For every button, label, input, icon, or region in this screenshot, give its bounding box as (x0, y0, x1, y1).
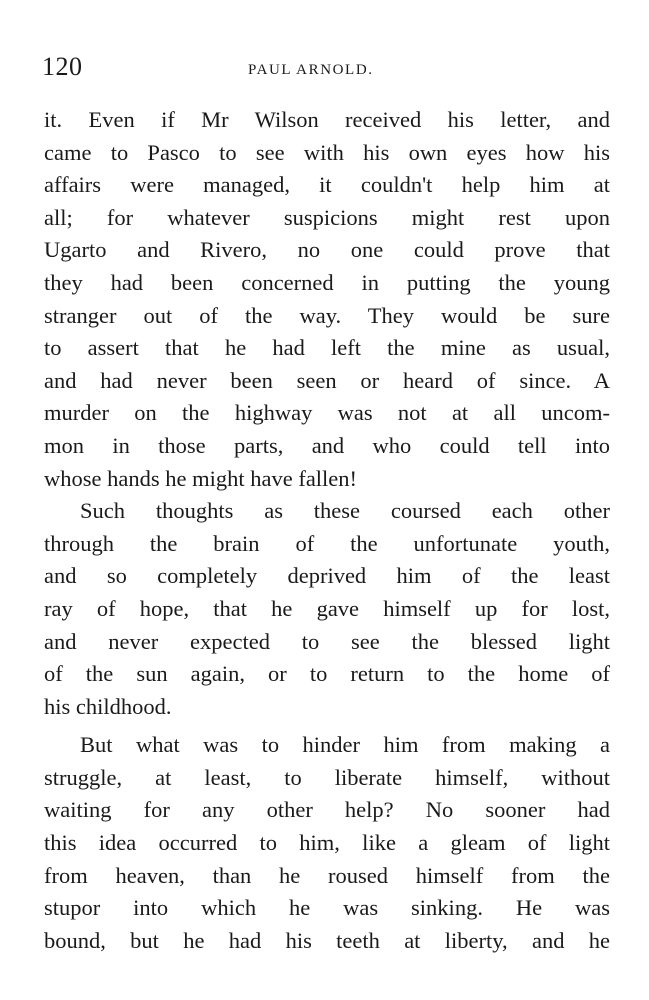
paragraph-2 (44, 495, 610, 723)
text-line: to assert that he had left the mine as usual, (44, 335, 610, 361)
text-line: stranger out of the way. They would be sure (44, 302, 610, 328)
text-line: and never expected to see the blessed light (44, 628, 610, 654)
paragraph-3 (44, 729, 610, 957)
text-line: it. Even if Mr Wilson received his letter, and (44, 107, 610, 132)
paragraph-1 (44, 104, 610, 495)
text-line: stupor into which he was sinking. He was (44, 895, 610, 921)
text-line: and had never been seen or heard of since. A (44, 367, 610, 393)
text-line: struggle, at least, to liberate himself, without (44, 764, 610, 790)
text-line: Such thoughts as these coursed each other (80, 498, 610, 524)
text-line: mon in those parts, and who could tell into (44, 432, 610, 458)
text-line: ray of hope, that he gave himself up for lost, (44, 595, 610, 621)
text-line: Ugarto and Rivero, no one could prove that (44, 237, 610, 263)
text-line: through the brain of the unfortunate youth, (44, 530, 610, 556)
text-line: and so completely deprived him of the least (44, 563, 610, 589)
text-line: affairs were managed, it couldn't help him at (44, 172, 610, 198)
text-line: came to Pasco to see with his own eyes how his (44, 139, 610, 165)
text-line: this idea occurred to him, like a gleam of light (44, 830, 610, 856)
text-line: from heaven, than he roused himself from the (44, 862, 610, 888)
text-line: they had been concerned in putting the young (44, 269, 610, 295)
text-line: murder on the highway was not at all uncom- (44, 400, 610, 426)
running-title: PAUL ARNOLD. (248, 62, 374, 78)
text-line: of the sun again, or to return to the home of (44, 661, 610, 687)
text-line: waiting for any other help? No sooner had (44, 797, 610, 823)
text-line: bound, but he had his teeth at liberty, and he (44, 927, 610, 953)
text-line: all; for whatever suspicions might rest upon (44, 204, 610, 230)
body-text (44, 104, 610, 957)
text-line: whose hands he might have fallen! (44, 465, 358, 491)
page-header (30, 50, 610, 90)
text-line: his childhood. (44, 693, 172, 719)
page-number: 120 (42, 52, 83, 81)
text-line: But what was to hinder him from making a (80, 732, 610, 758)
